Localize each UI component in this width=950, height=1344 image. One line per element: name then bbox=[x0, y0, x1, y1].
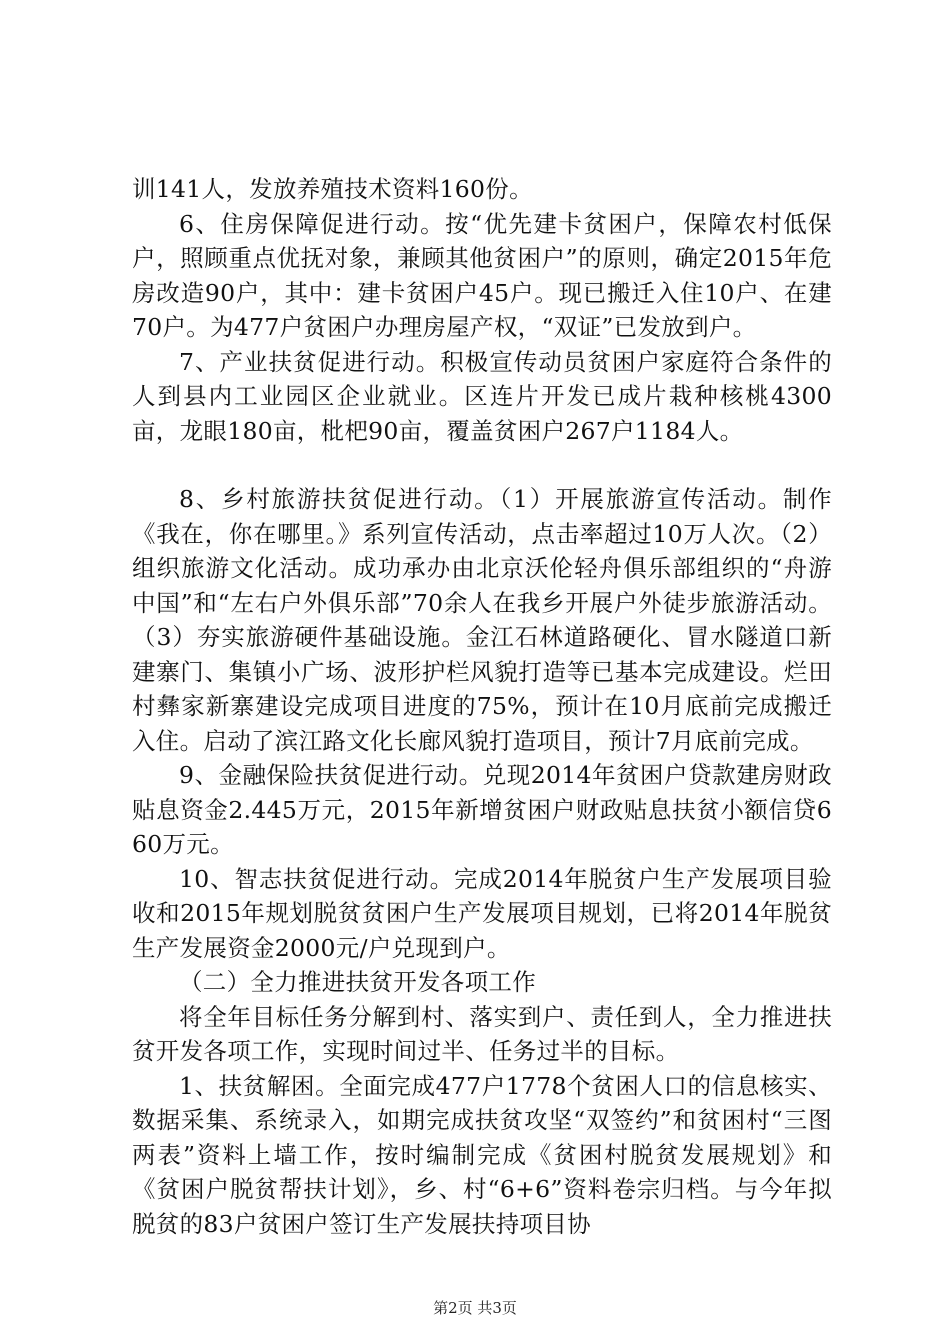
paragraph-rural-tourism: 8、乡村旅游扶贫促进行动。（1）开展旅游宣传活动。制作《我在，你在哪里。》系列宣传活动，点击率超过10万人次。（2）组织旅游文化活动。成功承办由北京沃伦轻舟俱乐部组织的“舟游中国”和“左右户外俱乐部”70余人在我乡开展户外徒步旅游活动。（3）夯实旅游硬件基础设施。金江石林道路硬化、冒水隧道口新建寨门、集镇小广场、波形护栏风貌打造等已基本完成建设。烂田村彝家新寨建设完成项目进度的75%，预计在10月底前完成搬迁入住。启动了滨江路文化长廊风貌打造项目，预计7月底前完成。 bbox=[132, 485, 832, 755]
paragraph-poverty-alleviation: 1、扶贫解困。全面完成477户1778个贫困人口的信息核实、数据采集、系统录入，如期完成扶贫攻坚“双签约”和贫困村“三图两表”资料上墙工作，按时编制完成《贫困村脱贫发展规划》和《贫困户脱贫帮扶计划》，乡、村“6+6”资料卷宗归档。与今年拟脱贫的83户贫困户签订生产发展扶持项目协 bbox=[132, 1071, 832, 1238]
document-body bbox=[132, 172, 832, 1241]
paragraph-aspiration-support: 10、智志扶贫促进行动。完成2014年脱贫户生产发展项目验收和2015年规划脱贫贫困户生产发展项目规划，已将2014年脱贫生产发展资金2000元/户兑现到户。 bbox=[132, 864, 832, 962]
paragraph-training-continued: 训141人，发放养殖技术资料160份。 bbox=[132, 175, 533, 203]
paragraph-financial-insurance: 9、金融保险扶贫促进行动。兑现2014年贫困户贷款建房财政贴息资金2.445万元，2015年新增贫困户财政贴息扶贫小额信贷660万元。 bbox=[132, 761, 832, 858]
paragraph-annual-goals: 将全年目标任务分解到村、落实到户、责任到人，全力推进扶贫开发各项工作，实现时间过半、任务过半的目标。 bbox=[132, 1002, 832, 1065]
paragraph-industry-poverty-relief: 7、产业扶贫促进行动。积极宣传动员贫困户家庭符合条件的人到县内工业园区企业就业。区连片开发已成片栽种核桃4300亩，龙眼180亩，枇杷90亩，覆盖贫困户267户1184人。 bbox=[132, 347, 832, 445]
paragraph-housing-security: 6、住房保障促进行动。按“优先建卡贫困户，保障农村低保户，照顾重点优抚对象，兼顾其他贫困户”的原则，确定2015年危房改造90户，其中：建卡贫困户45户。现已搬迁入住10户、在建70户。为477户贫困户办理房屋产权，“双证”已发放到户。 bbox=[132, 209, 832, 341]
page-footer: 第2页 共3页 bbox=[433, 1299, 517, 1317]
section-heading-2: （二）全力推进扶贫开发各项工作 bbox=[179, 968, 536, 996]
